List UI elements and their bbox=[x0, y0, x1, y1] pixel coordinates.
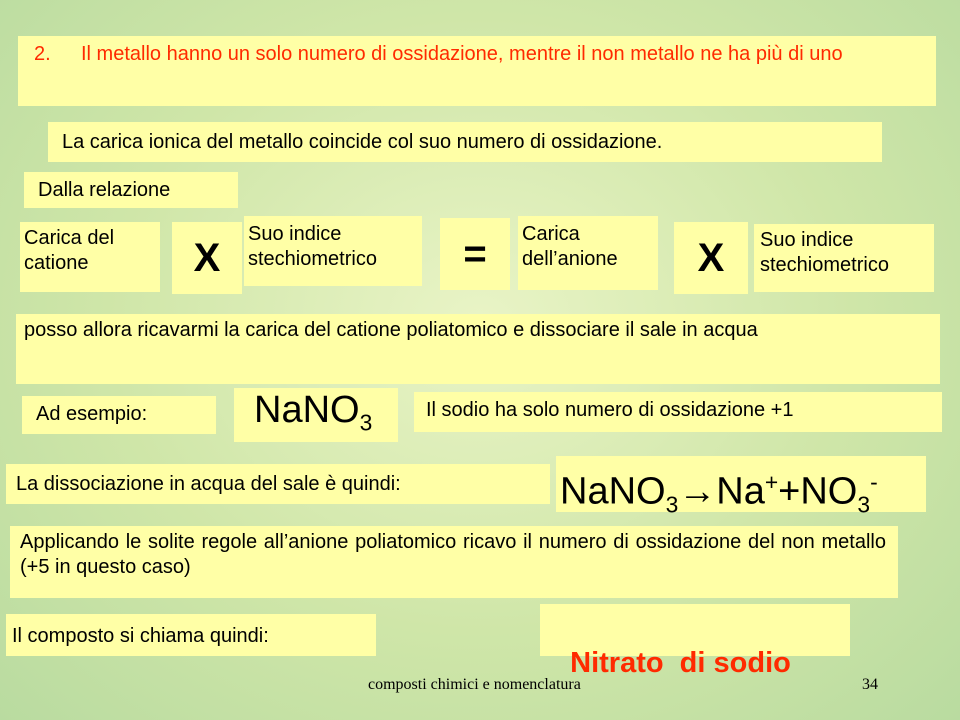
dissociation-label-box bbox=[6, 464, 550, 504]
apply-box bbox=[10, 526, 898, 598]
eq-nitrate-sub: 3 bbox=[857, 491, 871, 518]
point-number: 2. bbox=[34, 43, 51, 65]
derive-box bbox=[16, 314, 940, 384]
from-relation-box bbox=[24, 172, 238, 208]
stoich-index-label-1: Suo indice stechiometrico bbox=[248, 223, 377, 270]
dissociation-equation bbox=[556, 456, 926, 518]
dissociation-label: La dissociazione in acqua del sale è quindi: bbox=[16, 473, 401, 495]
formula-subscript: 3 bbox=[359, 409, 373, 436]
point-2-box bbox=[18, 36, 936, 106]
stoich-index-box-1 bbox=[244, 216, 422, 286]
from-relation-text: Dalla relazione bbox=[38, 179, 171, 201]
times-operator-1 bbox=[172, 222, 242, 294]
example-formula bbox=[234, 388, 398, 442]
equals-operator bbox=[440, 218, 510, 290]
times-operator-2 bbox=[674, 222, 748, 294]
charge-statement bbox=[48, 122, 882, 162]
eq-salt-sub: 3 bbox=[665, 491, 679, 518]
sodium-note: Il sodio ha solo numero di ossidazione +1 bbox=[426, 399, 794, 421]
times-symbol-1: X bbox=[193, 236, 221, 280]
anion-charge-label: Carica dell’anione bbox=[522, 223, 618, 270]
apply-text: Applicando le solite regole all’anione poliatomico ricavo il numero di ossidazione del non metallo (+5 in questo caso) bbox=[20, 531, 886, 578]
anion-charge-box bbox=[518, 216, 658, 290]
cation-charge-label: Carica del catione bbox=[24, 227, 115, 274]
slide-number: 34 bbox=[862, 676, 878, 693]
compound-name: Nitrato di sodio bbox=[570, 647, 791, 679]
footer-title: composti chimici e nomenclatura bbox=[368, 676, 581, 693]
times-symbol-2: X bbox=[697, 236, 725, 280]
point-text: Il metallo hanno un solo numero di ossidazione, mentre il non metallo ne ha più di uno bbox=[81, 43, 843, 65]
example-label: Ad esempio: bbox=[36, 403, 148, 425]
example-label-box bbox=[22, 396, 216, 434]
charge-statement-text: La carica ionica del metallo coincide col suo numero di ossidazione. bbox=[62, 131, 663, 153]
eq-arrow-sodium: →Na bbox=[678, 470, 765, 513]
footer bbox=[0, 676, 960, 696]
name-label: Il composto si chiama quindi: bbox=[12, 625, 269, 647]
eq-nitrate-charge: - bbox=[870, 469, 878, 495]
stoich-index-label-2: Suo indice stechiometrico bbox=[760, 229, 889, 276]
cation-charge-box bbox=[20, 222, 160, 292]
equals-symbol: = bbox=[463, 232, 487, 276]
name-label-box bbox=[6, 614, 376, 656]
eq-sodium-charge: + bbox=[764, 469, 779, 495]
derive-text: posso allora ricavarmi la carica del catione poliatomico e dissociare il sale in acqua bbox=[24, 319, 758, 341]
compound-name-box bbox=[540, 604, 850, 679]
formula-main: NaNO bbox=[254, 389, 360, 431]
sodium-note-box bbox=[414, 392, 942, 432]
eq-nitrate: +NO bbox=[778, 470, 858, 513]
eq-salt: NaNO bbox=[560, 470, 666, 513]
stoich-index-box-2 bbox=[754, 224, 934, 292]
